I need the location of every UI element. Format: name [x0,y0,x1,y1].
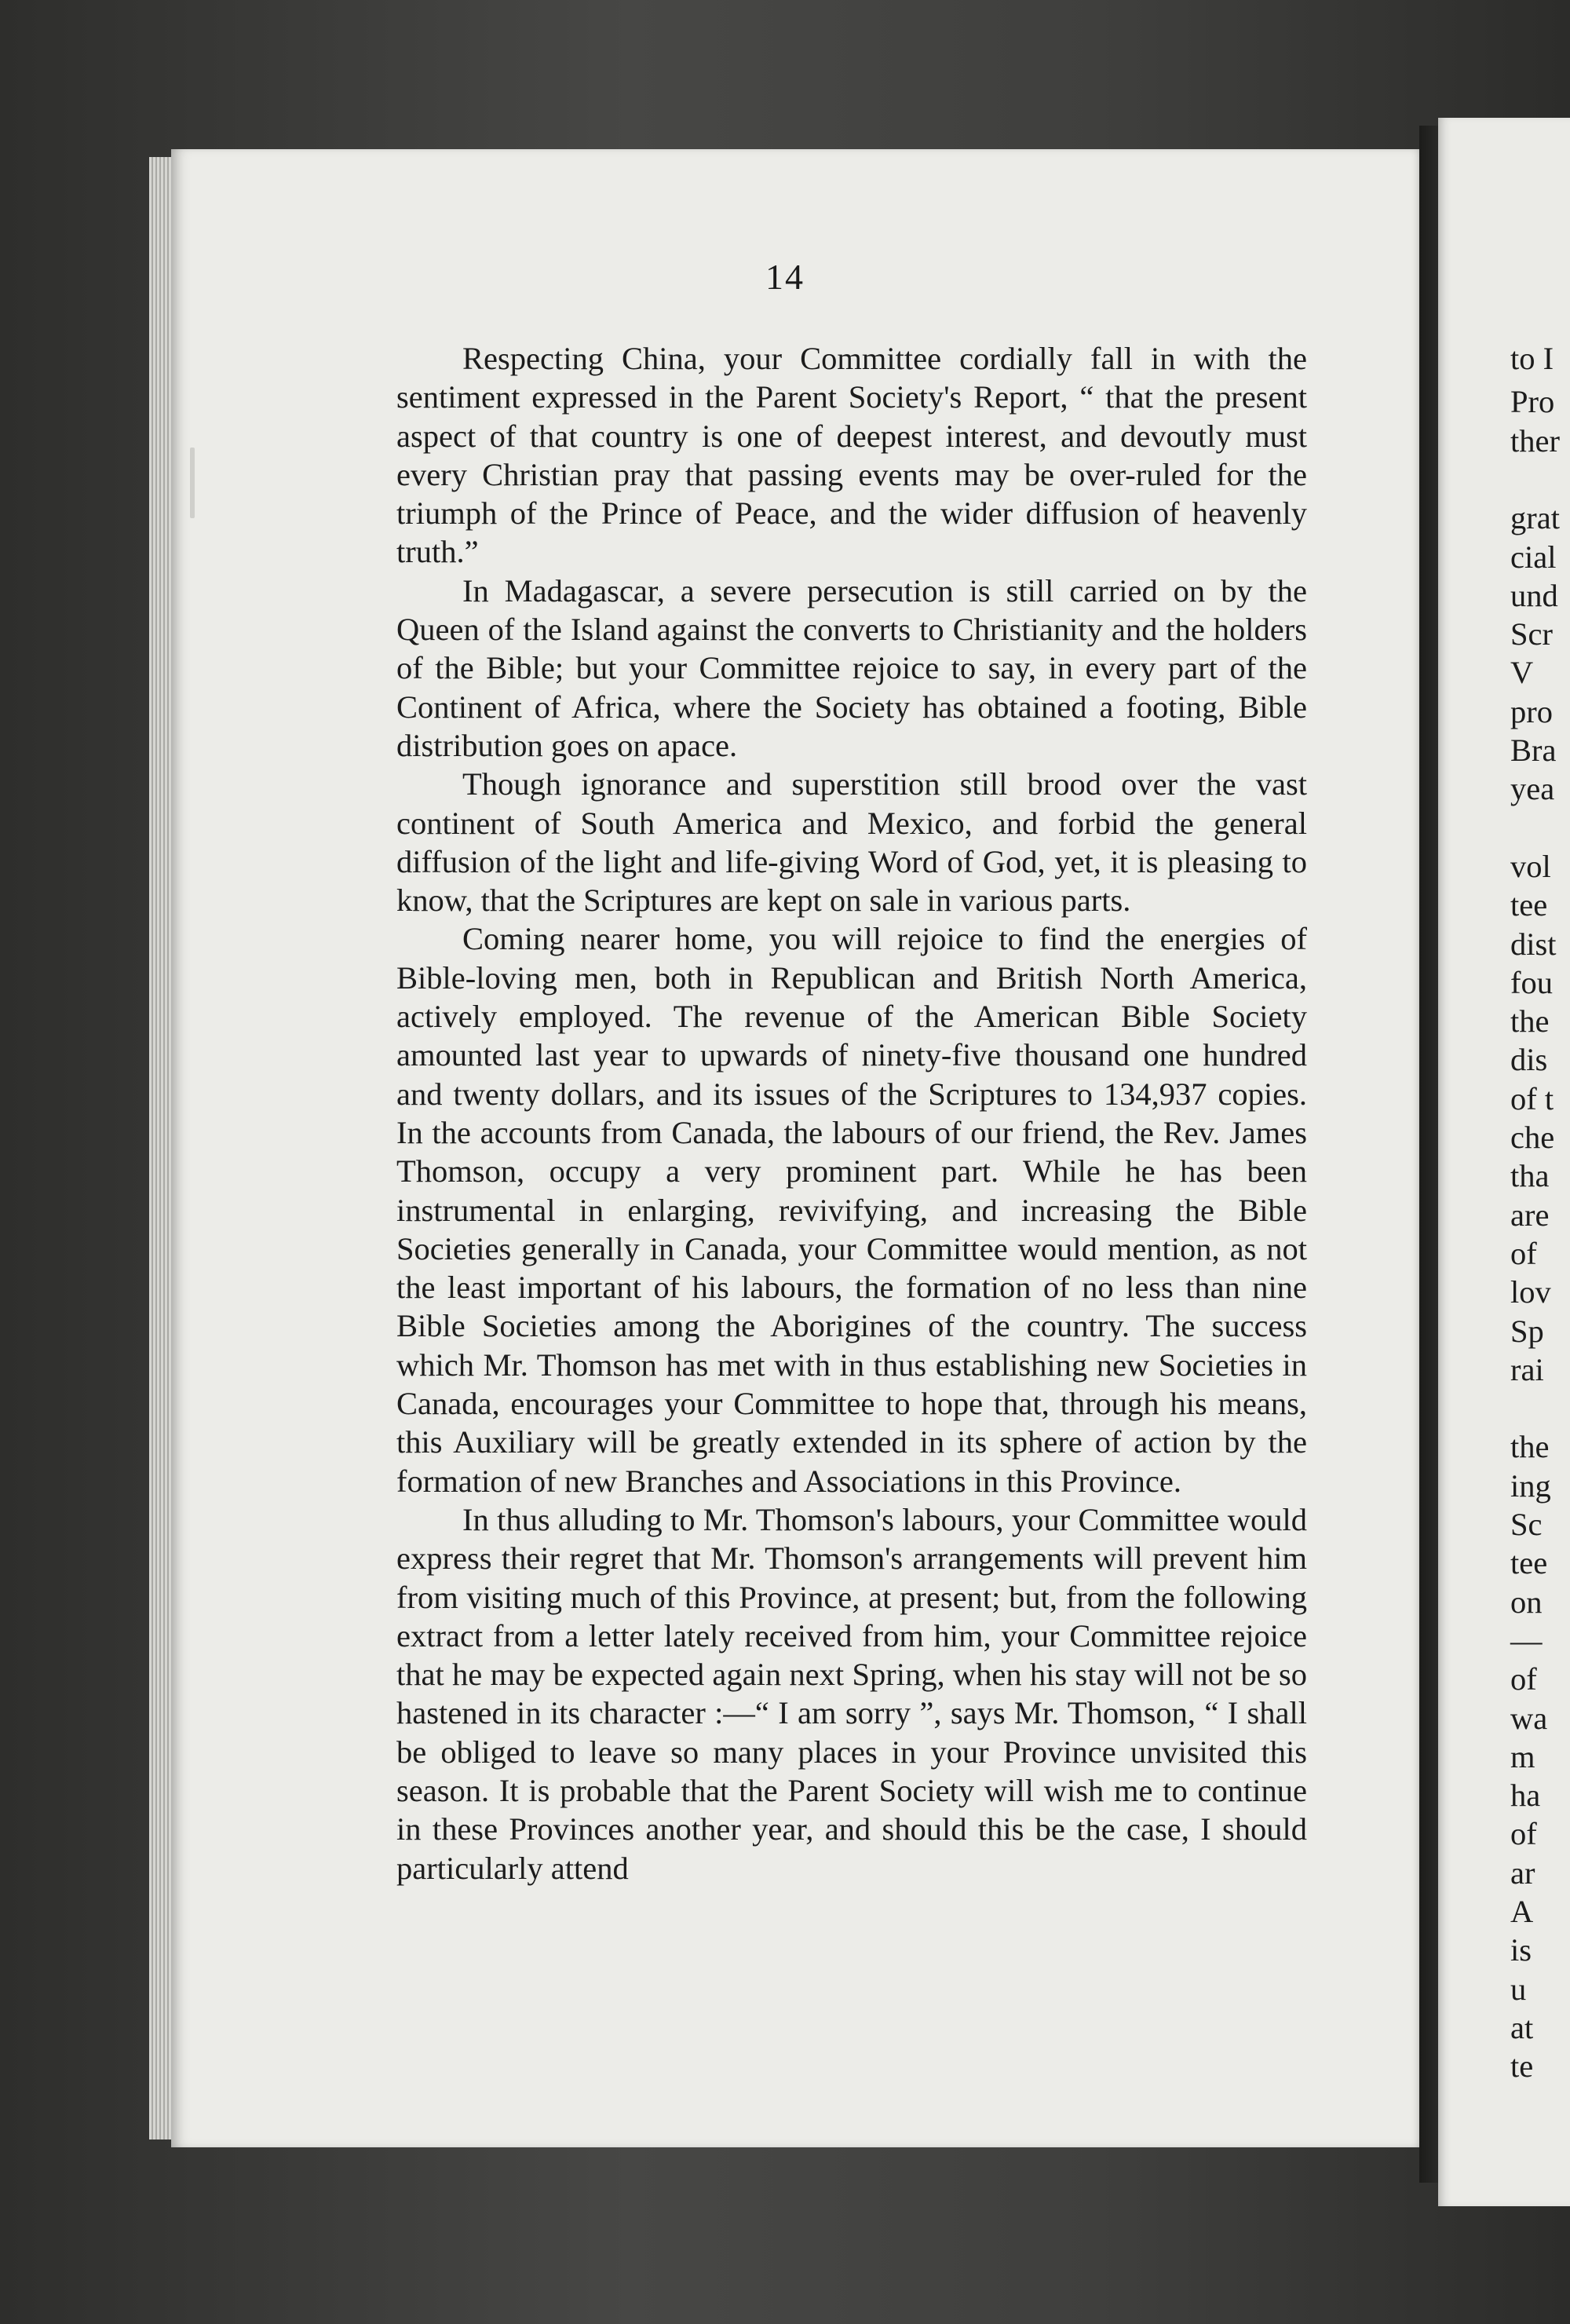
facing-page-line: cial [1510,539,1557,575]
facing-page-line: of [1510,1816,1537,1852]
facing-page-line: of [1510,1661,1537,1697]
facing-page-line: Bra [1510,733,1557,768]
book-gutter [1419,126,1438,2183]
facing-page-line: dis [1510,1042,1548,1078]
facing-page-line: Sp [1510,1313,1544,1349]
facing-page-line: ther [1510,422,1560,459]
facing-page-line: Sc [1510,1507,1543,1542]
facing-page-line: — [1510,1622,1543,1658]
facing-page-line: fou [1510,964,1553,1000]
facing-page-line: tha [1510,1158,1550,1194]
facing-page-line: vol [1510,848,1551,884]
facing-page-line: ha [1510,1778,1541,1814]
facing-page-line: on [1510,1584,1543,1620]
facing-page-line: dist [1510,926,1557,962]
facing-page-line: und [1510,577,1558,613]
facing-page-line: u [1510,1971,1527,2007]
facing-page-line: is [1510,1932,1532,1968]
body-text [396,339,1307,1887]
page-number: 14 [765,257,805,297]
facing-page-line: Pro [1510,384,1555,420]
facing-page-line: te [1510,2048,1534,2085]
facing-page-line: pro [1510,693,1553,729]
facing-page-line: A [1510,1894,1534,1929]
facing-page-line: wa [1510,1700,1548,1736]
facing-page-line: to I [1510,341,1554,376]
facing-page-line: the [1510,1429,1550,1465]
facing-page-line: the [1510,1003,1550,1040]
facing-page-line: at [1510,2009,1534,2045]
facing-page-line: V [1510,655,1534,691]
facing-page-line: yea [1510,771,1555,807]
facing-page-line: are [1510,1197,1550,1233]
facing-page-line: tee [1510,1545,1548,1581]
paragraph-thomson-labours: In thus alluding to Mr. Thomson's labours, your Committee would express their regret that Mr. Thomson's arrangements will prevent him from visiting much of this Province, at present; but, from the following extract from a letter lately received from him, your Committee rejoice that he may be expected again next Spring, when his stay will not be so hastened in its character :—“ I am sorry ”, says Mr. Thomson, “ I shall be obliged to leave so many places in your Province unvisited this season. It is probable that the Parent Society will wish me to continue in these Provinces another year, and should this be the case, I should particularly attend [396,1501,1307,1886]
facing-page-line: che [1510,1120,1555,1155]
paragraph-madagascar: In Madagascar, a severe persecution is still carried on by the Queen of the Island against the converts to Christianity and the holders of the Bible; but your Committee rejoice to say, in every part of the Continent of Africa, where the Society has obtained a footing, Bible distribution goes on apace. [396,572,1307,763]
facing-page-line: ing [1510,1467,1551,1504]
facing-page-line: of t [1510,1080,1554,1116]
facing-page-line: Scr [1510,616,1553,652]
facing-page-line: of [1510,1235,1537,1271]
paragraph-north-america: Coming nearer home, you will rejoice to find the energies of Bible-loving men, both in Republican and British North America, actively employed. The revenue of the American Bible Society amounted last year to upwards of ninety-five thousand one hundred and twenty dollars, and its issues of the Scriptures to 134,937 copies. In the accounts from Canada, the labours of our friend, the Rev. James Thomson, occupy a very prominent part. While he has been instrumental in enlarging, revivifying, and increasing the Bible Societies generally in Canada, your Committee would mention, as not the least important of his labours, the formation of no less than nine Bible Societies among the Aborigines of the country. The success which Mr. Thomson has met with in thus establishing new Societies in Canada, encourages your Committee to hope that, through his means, this Auxiliary will be greatly extended in its sphere of action by the formation of new Branches and Associations in this Province. [396,921,1307,1499]
facing-page-line: rai [1510,1351,1544,1387]
facing-page-line: tee [1510,887,1548,923]
scan-blemish [190,448,195,518]
facing-page-line: m [1510,1738,1535,1774]
paragraph-south-america: Though ignorance and superstition still brood over the vast continent of South America and Mexico, and forbid the general diffusion of the light and life-giving Word of God, yet, it is pleasing to know, that the Scriptures are kept on sale in various parts. [396,766,1307,919]
paragraph-china: Respecting China, your Committee cordially fall in with the sentiment expressed in the Parent Society's Report, “ that the present aspect of that country is one of deepest interest, and devoutly must every Christian pray that passing events may be over-ruled for the triumph of the Prince of Peace, and the wider diffusion of heavenly truth.” [396,341,1307,570]
facing-page-line: grat [1510,500,1560,536]
facing-page-line: ar [1510,1854,1535,1891]
facing-page-line: lov [1510,1274,1551,1310]
